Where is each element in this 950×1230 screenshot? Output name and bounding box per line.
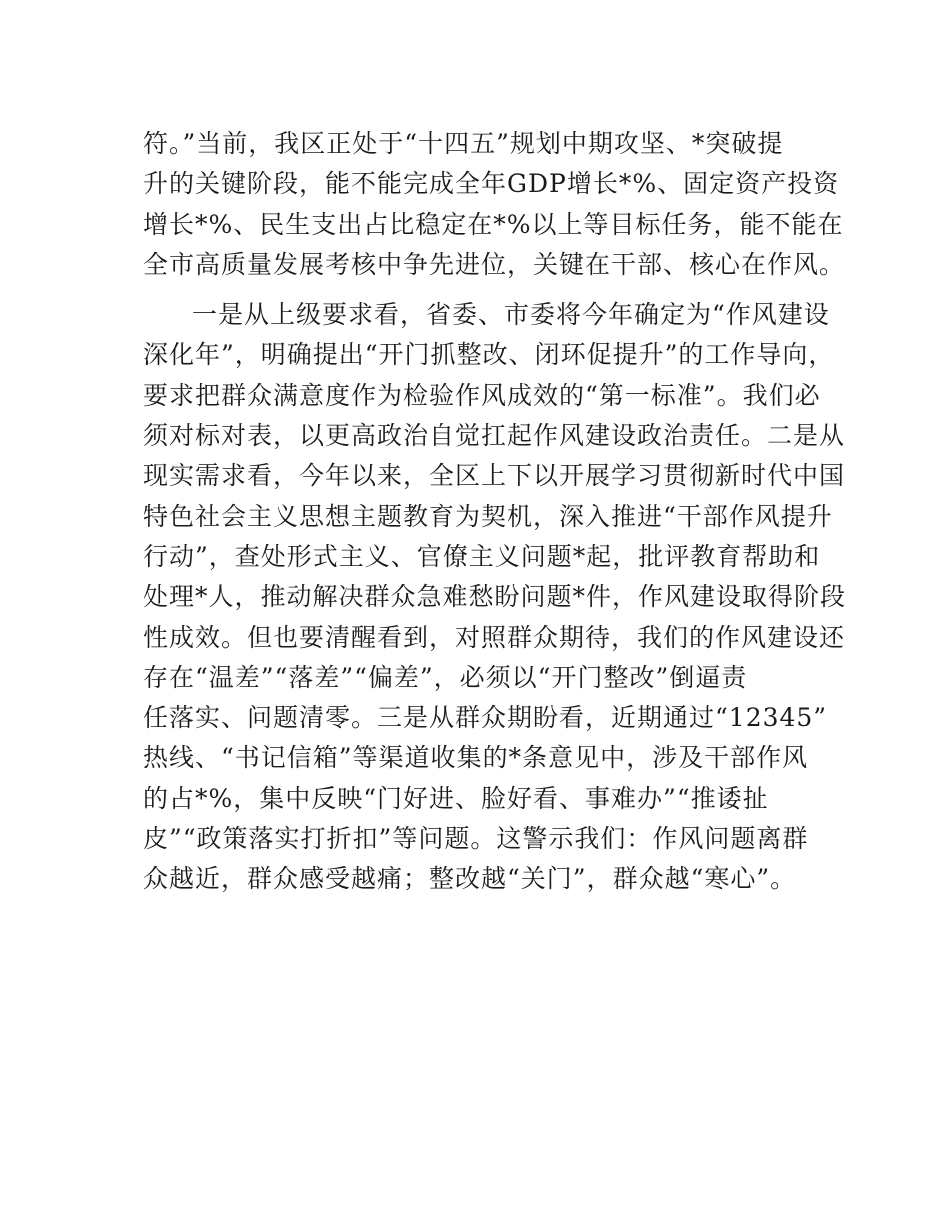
- text-line: 的占*%，集中反映“门好进、脸好看、事难办”“推诿扯: [143, 783, 769, 813]
- text-line: [143, 940, 823, 980]
- text-line: 现实需求看，今年以来，全区上下以开展学习贯彻新时代中国: [143, 461, 846, 491]
- paragraph-1: [143, 124, 846, 285]
- body-text: [143, 124, 847, 980]
- text-line: 一是从上级要求看，省委、市委将今年确定为“作风建设: [192, 300, 830, 330]
- text-line: 存在“温差”“落差”“偏差”，必须以“开门整改”倒逼责: [143, 662, 748, 692]
- text-line: 须对标对表，以更高政治自觉扛起作风建设政治责任。二是从: [143, 421, 846, 451]
- text-line: 深化年”，明确提出“开门抓整改、闭环促提升”的工作导向，: [143, 340, 835, 370]
- text-line: [143, 900, 823, 940]
- text-line: 性成效。但也要清醒看到，对照群众期待，我们的作风建设还: [143, 622, 846, 652]
- text-line: 特色社会主义思想主题教育为契机，深入推进“干部作风提升: [143, 501, 833, 531]
- paragraph-2: [143, 295, 847, 980]
- text-line: 全市高质量发展考核中争先进位，关键在干部、核心在作风。: [143, 249, 846, 279]
- text-line: 皮”“政策落实打折扣”等问题。这警示我们：作风问题离群: [143, 824, 809, 854]
- text-line: 符。”当前，我区正处于“十四五”规划中期攻坚、*突破提: [143, 129, 784, 158]
- text-line: 行动”，查处形式主义、官僚主义问题*起，批评教育帮助和: [143, 541, 821, 571]
- text-line: 升的关键阶段，能不能完成全年GDP增长*%、固定资产投资: [143, 169, 840, 199]
- text-line: 任落实、问题清零。三是从群众期盼看，近期通过“12345”: [143, 703, 828, 733]
- text-line: 增长*%、民生支出占比稳定在*%以上等目标任务，能不能在: [143, 209, 844, 239]
- text-line: 热线、“书记信箱”等渠道收集的*条意见中，涉及干部作风: [143, 743, 809, 773]
- text-line: 要求把群众满意度作为检验作风成效的“第一标准”。我们必: [143, 380, 821, 410]
- text-line: 处理*人，推动解决群众急难愁盼问题*件，作风建设取得阶段: [143, 582, 847, 612]
- text-line: 众越近，群众感受越痛；整改越“关门”，群众越“寒心”。: [143, 864, 797, 894]
